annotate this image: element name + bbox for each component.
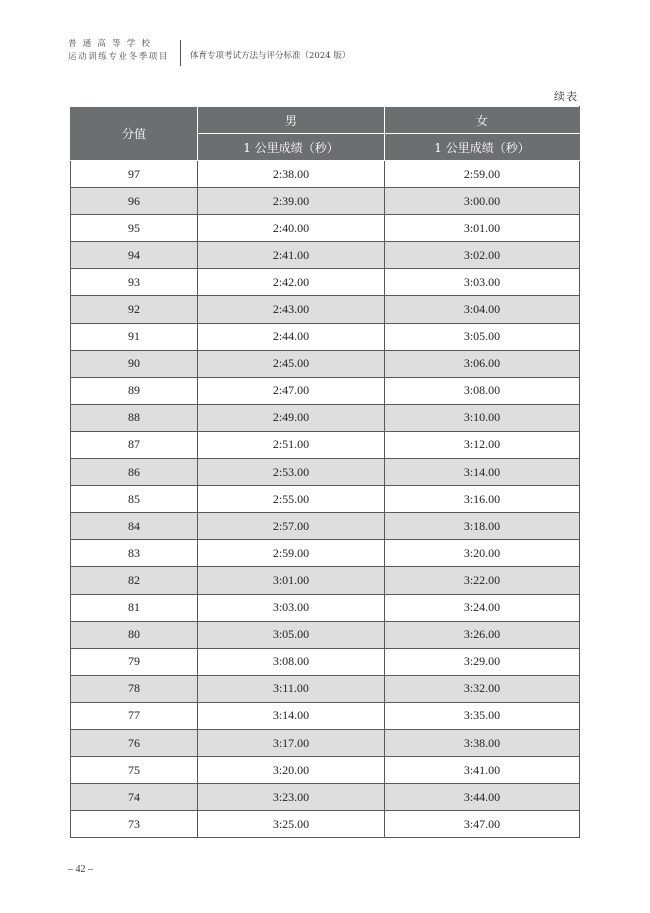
table-row bbox=[71, 567, 580, 594]
page-number: – 42 – bbox=[68, 864, 93, 875]
table-row bbox=[71, 377, 580, 404]
score-cell: 82 bbox=[71, 567, 198, 594]
table-row bbox=[71, 431, 580, 458]
table-body bbox=[71, 161, 580, 838]
male-time-cell: 2:51.00 bbox=[198, 431, 385, 458]
table-row bbox=[71, 757, 580, 784]
table-row bbox=[71, 513, 580, 540]
table-row bbox=[71, 188, 580, 215]
female-time-cell: 3:03.00 bbox=[385, 269, 580, 296]
female-time-cell: 3:00.00 bbox=[385, 188, 580, 215]
table-row bbox=[71, 296, 580, 323]
table-row bbox=[71, 811, 580, 838]
table-row bbox=[71, 540, 580, 567]
female-time-cell: 3:10.00 bbox=[385, 404, 580, 431]
female-time-cell: 3:38.00 bbox=[385, 729, 580, 756]
score-cell: 84 bbox=[71, 513, 198, 540]
female-time-cell: 3:24.00 bbox=[385, 594, 580, 621]
male-time-cell: 2:44.00 bbox=[198, 323, 385, 350]
header-line-1: 普通高等学校 bbox=[68, 39, 157, 49]
score-cell: 95 bbox=[71, 215, 198, 242]
male-time-cell: 3:11.00 bbox=[198, 675, 385, 702]
female-time-cell: 3:02.00 bbox=[385, 242, 580, 269]
score-cell: 79 bbox=[71, 648, 198, 675]
score-cell: 88 bbox=[71, 404, 198, 431]
score-cell: 90 bbox=[71, 350, 198, 377]
male-time-cell: 3:08.00 bbox=[198, 648, 385, 675]
table-row bbox=[71, 350, 580, 377]
score-cell: 78 bbox=[71, 675, 198, 702]
table-row bbox=[71, 161, 580, 188]
male-time-cell: 3:03.00 bbox=[198, 594, 385, 621]
table-row bbox=[71, 729, 580, 756]
score-table bbox=[70, 106, 580, 838]
table-header-row bbox=[71, 107, 580, 134]
score-cell: 97 bbox=[71, 161, 198, 188]
table-row bbox=[71, 648, 580, 675]
score-cell: 77 bbox=[71, 702, 198, 729]
female-subheader: 1 公里成绩（秒） bbox=[385, 134, 580, 161]
female-time-cell: 3:05.00 bbox=[385, 323, 580, 350]
male-time-cell: 2:55.00 bbox=[198, 486, 385, 513]
score-column-header: 分值 bbox=[71, 107, 198, 161]
male-time-cell: 2:57.00 bbox=[198, 513, 385, 540]
male-time-cell: 3:20.00 bbox=[198, 757, 385, 784]
female-time-cell: 3:41.00 bbox=[385, 757, 580, 784]
male-time-cell: 3:05.00 bbox=[198, 621, 385, 648]
female-time-cell: 3:06.00 bbox=[385, 350, 580, 377]
score-cell: 81 bbox=[71, 594, 198, 621]
table-row bbox=[71, 215, 580, 242]
female-time-cell: 3:12.00 bbox=[385, 431, 580, 458]
header-line-2: 运动训练专业冬季项目 bbox=[68, 52, 170, 62]
male-time-cell: 2:53.00 bbox=[198, 459, 385, 486]
score-cell: 94 bbox=[71, 242, 198, 269]
female-time-cell: 3:44.00 bbox=[385, 784, 580, 811]
score-cell: 93 bbox=[71, 269, 198, 296]
male-time-cell: 2:41.00 bbox=[198, 242, 385, 269]
female-time-cell: 3:35.00 bbox=[385, 702, 580, 729]
table-row bbox=[71, 269, 580, 296]
female-time-cell: 3:20.00 bbox=[385, 540, 580, 567]
male-time-cell: 2:40.00 bbox=[198, 215, 385, 242]
male-time-cell: 2:43.00 bbox=[198, 296, 385, 323]
male-time-cell: 2:42.00 bbox=[198, 269, 385, 296]
table-row bbox=[71, 459, 580, 486]
score-cell: 92 bbox=[71, 296, 198, 323]
female-time-cell: 3:22.00 bbox=[385, 567, 580, 594]
female-time-cell: 3:01.00 bbox=[385, 215, 580, 242]
table-row bbox=[71, 675, 580, 702]
male-column-header: 男 bbox=[198, 107, 385, 134]
male-time-cell: 2:47.00 bbox=[198, 377, 385, 404]
score-cell: 96 bbox=[71, 188, 198, 215]
score-cell: 74 bbox=[71, 784, 198, 811]
male-time-cell: 3:14.00 bbox=[198, 702, 385, 729]
score-cell: 83 bbox=[71, 540, 198, 567]
male-time-cell: 2:59.00 bbox=[198, 540, 385, 567]
female-time-cell: 3:26.00 bbox=[385, 621, 580, 648]
female-time-cell: 3:29.00 bbox=[385, 648, 580, 675]
male-time-cell: 3:17.00 bbox=[198, 729, 385, 756]
score-cell: 80 bbox=[71, 621, 198, 648]
male-time-cell: 2:38.00 bbox=[198, 161, 385, 188]
score-cell: 91 bbox=[71, 323, 198, 350]
male-subheader: 1 公里成绩（秒） bbox=[198, 134, 385, 161]
female-time-cell: 3:14.00 bbox=[385, 459, 580, 486]
female-time-cell: 3:47.00 bbox=[385, 811, 580, 838]
female-time-cell: 3:16.00 bbox=[385, 486, 580, 513]
table-row bbox=[71, 702, 580, 729]
table-row bbox=[71, 323, 580, 350]
header-title: 体育专项考试方法与评分标准（2024 版） bbox=[190, 51, 351, 61]
table-row bbox=[71, 594, 580, 621]
table-row bbox=[71, 486, 580, 513]
female-time-cell: 3:32.00 bbox=[385, 675, 580, 702]
female-time-cell: 3:18.00 bbox=[385, 513, 580, 540]
score-cell: 76 bbox=[71, 729, 198, 756]
male-time-cell: 3:25.00 bbox=[198, 811, 385, 838]
female-time-cell: 3:04.00 bbox=[385, 296, 580, 323]
male-time-cell: 2:39.00 bbox=[198, 188, 385, 215]
female-time-cell: 3:08.00 bbox=[385, 377, 580, 404]
table-row bbox=[71, 242, 580, 269]
table-row bbox=[71, 784, 580, 811]
score-cell: 75 bbox=[71, 757, 198, 784]
table-row bbox=[71, 621, 580, 648]
male-time-cell: 3:01.00 bbox=[198, 567, 385, 594]
score-cell: 87 bbox=[71, 431, 198, 458]
header-divider bbox=[180, 40, 181, 66]
score-cell: 73 bbox=[71, 811, 198, 838]
male-time-cell: 2:45.00 bbox=[198, 350, 385, 377]
book-series-label bbox=[68, 38, 180, 64]
table-row bbox=[71, 404, 580, 431]
female-column-header: 女 bbox=[385, 107, 580, 134]
score-cell: 89 bbox=[71, 377, 198, 404]
female-time-cell: 2:59.00 bbox=[385, 161, 580, 188]
score-cell: 85 bbox=[71, 486, 198, 513]
score-cell: 86 bbox=[71, 459, 198, 486]
continued-label: 续表 bbox=[554, 90, 578, 103]
male-time-cell: 3:23.00 bbox=[198, 784, 385, 811]
male-time-cell: 2:49.00 bbox=[198, 404, 385, 431]
